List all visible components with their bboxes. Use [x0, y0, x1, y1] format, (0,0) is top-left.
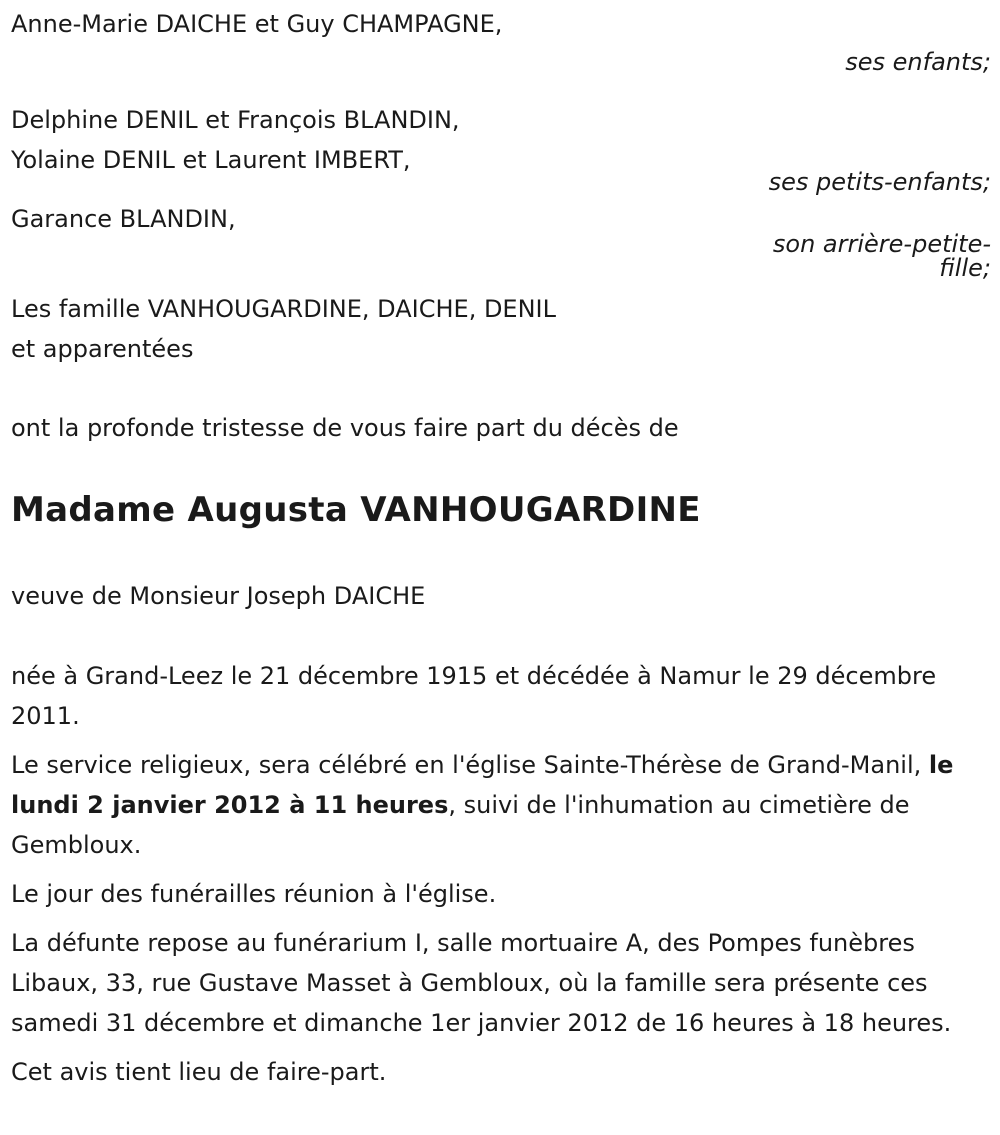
- grandchildren-names-2: Yolaine DENIL et Laurent IMBERT,: [11, 146, 411, 174]
- families-line-1: Les famille VANHOUGARDINE, DAICHE, DENIL: [11, 295, 556, 323]
- families-block: [11, 289, 991, 369]
- children-names: Anne-Marie DAICHE et Guy CHAMPAGNE,: [11, 10, 503, 38]
- grandchildren-names-1: Delphine DENIL et François BLANDIN,: [11, 106, 460, 134]
- service-date-time: le lundi 2 janvier 2012 à 11 heures: [11, 751, 954, 819]
- meeting-text: Le jour des funérailles réunion à l'église.: [11, 880, 497, 908]
- rests-text: La défunte repose au funérarium I, salle mortuaire A, des Pompes funèbres Libaux, 33, rue Gustave Masset à Gembloux, où la famille sera présente ces samedi 31 décembre et dimanche 1er janvier 2012 de 16 heures à 18 heures.: [11, 929, 952, 1037]
- grandchildren-role: ses petits-enfants;: [768, 168, 991, 196]
- announcement-text: ont la profonde tristesse de vous faire part du décès de: [11, 414, 679, 442]
- great-grandchild-role-1: son arrière-petite-: [772, 230, 991, 258]
- service-text-before: Le service religieux, sera célébré en l'église Sainte-Thérèse de Grand-Manil,: [11, 751, 929, 779]
- service-text-after: , suivi de l'inhumation au cimetière de Gembloux.: [11, 791, 910, 859]
- children-block: [11, 0, 991, 82]
- deceased-name: Madame Augusta VANHOUGARDINE: [11, 490, 701, 530]
- grandchildren-block: [11, 100, 991, 202]
- great-grandchild-name: Garance BLANDIN,: [11, 205, 236, 233]
- great-grandchild-block: [11, 199, 991, 287]
- birth-death-text: née à Grand-Leez le 21 décembre 1915 et décédée à Namur le 29 décembre 2011.: [11, 662, 937, 730]
- closing-text: Cet avis tient lieu de faire-part.: [11, 1058, 387, 1086]
- service-text: [11, 745, 971, 865]
- obituary-notice: [11, 0, 991, 1092]
- families-line-2: et apparentées: [11, 335, 194, 363]
- birth-death-block: [11, 656, 991, 1092]
- widow-of-text: veuve de Monsieur Joseph DAICHE: [11, 582, 426, 610]
- children-role: ses enfants;: [845, 48, 991, 76]
- great-grandchild-role-2: fille;: [939, 254, 991, 282]
